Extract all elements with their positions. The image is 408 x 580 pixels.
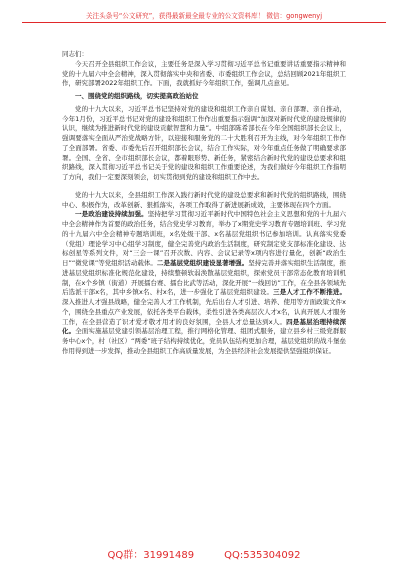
greeting: 同志们：	[62, 50, 88, 58]
point-body: 坚持完善并落实组织生活制度，推进基层党组织标准化规范化建设，持续整顿软弱涣散基层党组织，探索党员干部常态化教育培训机制，在x个乡镇（街道）开展擂台赛、擂台比武等活动，深化开展“一线回访”工作，在全县各领域先后选派干部x名，其中乡镇x名、村x名，进一步强化了基层党组织建设。	[62, 259, 347, 297]
point-title: 二是基层党组织建设显著增强。	[156, 259, 249, 267]
contact-footer	[0, 546, 408, 561]
point-paragraph	[62, 210, 346, 356]
section-paragraph: 党的十九大以来，习近平总书记坚持对党的建设和组织工作亲自谋划、亲自部署、亲自推动，今年1月份，习近平总书记对党的建设和组织工作作出重要指示强调“加深对新时代党的建设规律的认识，继续为推进新时代党的建设贡献智慧和力量”。中组部陈希部长在今年全国组织部长会议上，强调要落实全面从严治党战略方针，以迎接和服务党的二十大胜利召开为主线，对今年组织工作作了全面部署。省委、市委先后召开组织部长会议，结合工作实际，对今年重点任务做了明确要求部署。全国、全省、全市组织部长会议，都着眼形势、新任务，紧密结合新时代党的建设总要求和组织路线，深入贯彻习近平总书记关于党的建设和组织工作重要论述，为我们做好今年组织工作指明了方向，我们一定要深刻领会，切实贯彻到党的建设和组织工作中去。	[62, 104, 346, 181]
point-title: 一是政治建设持续加强。	[75, 210, 148, 219]
point-body: 坚持把学习贯彻习近平新时代中国特色社会主义思想和党的十九届六中全会精神作为首要的政治任务，结合党史学习教育，举办了x期党史学习教育专题培训班、学习党的十九届六中全会精神专题培训班，x名处级干部、x名基层党组织书记参加培训。认真落实党委（党组）理论学习中心组学习制度，健全完善党内政治生活制度，研究制定党支部标准化建设、达标创星等系列文件，对“三会一课”召开次数、内容、会议记录等x项内容进行量化，创新“政治生日”“微党课”等党组织活动载体。	[62, 210, 347, 267]
section-heading: 一、围绕党的组织路线，切实提高政治站位	[75, 92, 199, 100]
point-body: 深入推进人才强县战略，健全完善人才工作机制，先后出台人才引进、培养、使用等方面政策文件x个，围绕全县重点产业发展，依托各类平台载体，柔性引进各类高层次人才x名，认真开展人才服务工作，在全县营造了识才爱才敬才用才的良好氛围，全县人才总量达到x人。	[62, 298, 346, 326]
section-intro-paragraph: 党的十九大以来，全县组织工作深入践行新时代党的建设总要求和新时代党的组织路线，围绕中心、积极作为，改革创新、狠抓落实，各项工作取得了新进展新成效，主要体现在四个方面。	[62, 190, 346, 209]
promo-banner: 关注头条号“公文研究”，获得最新最全最专业的公文资料库！ 微信：gongwenyj	[85, 12, 323, 20]
banner-divider	[22, 22, 386, 23]
point-body: 全面实施基层党建引领基层治理工程，推行网格化管理、组团式服务，建立县乡村三级党群服务中心x个，村（社区）“两委”班子结构持续优化，党员队伍结构更加合理，基层党组织的战斗堡垒作用得到进一步发挥，推动全县组织工作高质量发展，为全县经济社会发展提供坚强组织保证。	[62, 327, 347, 355]
point-title: 四是基层治理持续深化。	[62, 317, 347, 336]
qq-number-text: QQ:535304092	[224, 550, 301, 561]
qq-group-text: QQ群：31991489	[107, 550, 195, 561]
document-body	[62, 50, 346, 357]
point-title: 三是人才工作不断推进。	[273, 288, 346, 297]
intro-paragraph: 今天召开全县组织工作会议，主要任务是深入学习贯彻习近平总书记重要讲话重要指示精神和党的十九届六中全会精神，深入贯彻落实中央和省委、市委组织工作会议，总结回顾2021年组织工作，研究部署2022年组织工作。下面，我就抓好今年组织工作，强调几点意见。	[62, 59, 346, 88]
